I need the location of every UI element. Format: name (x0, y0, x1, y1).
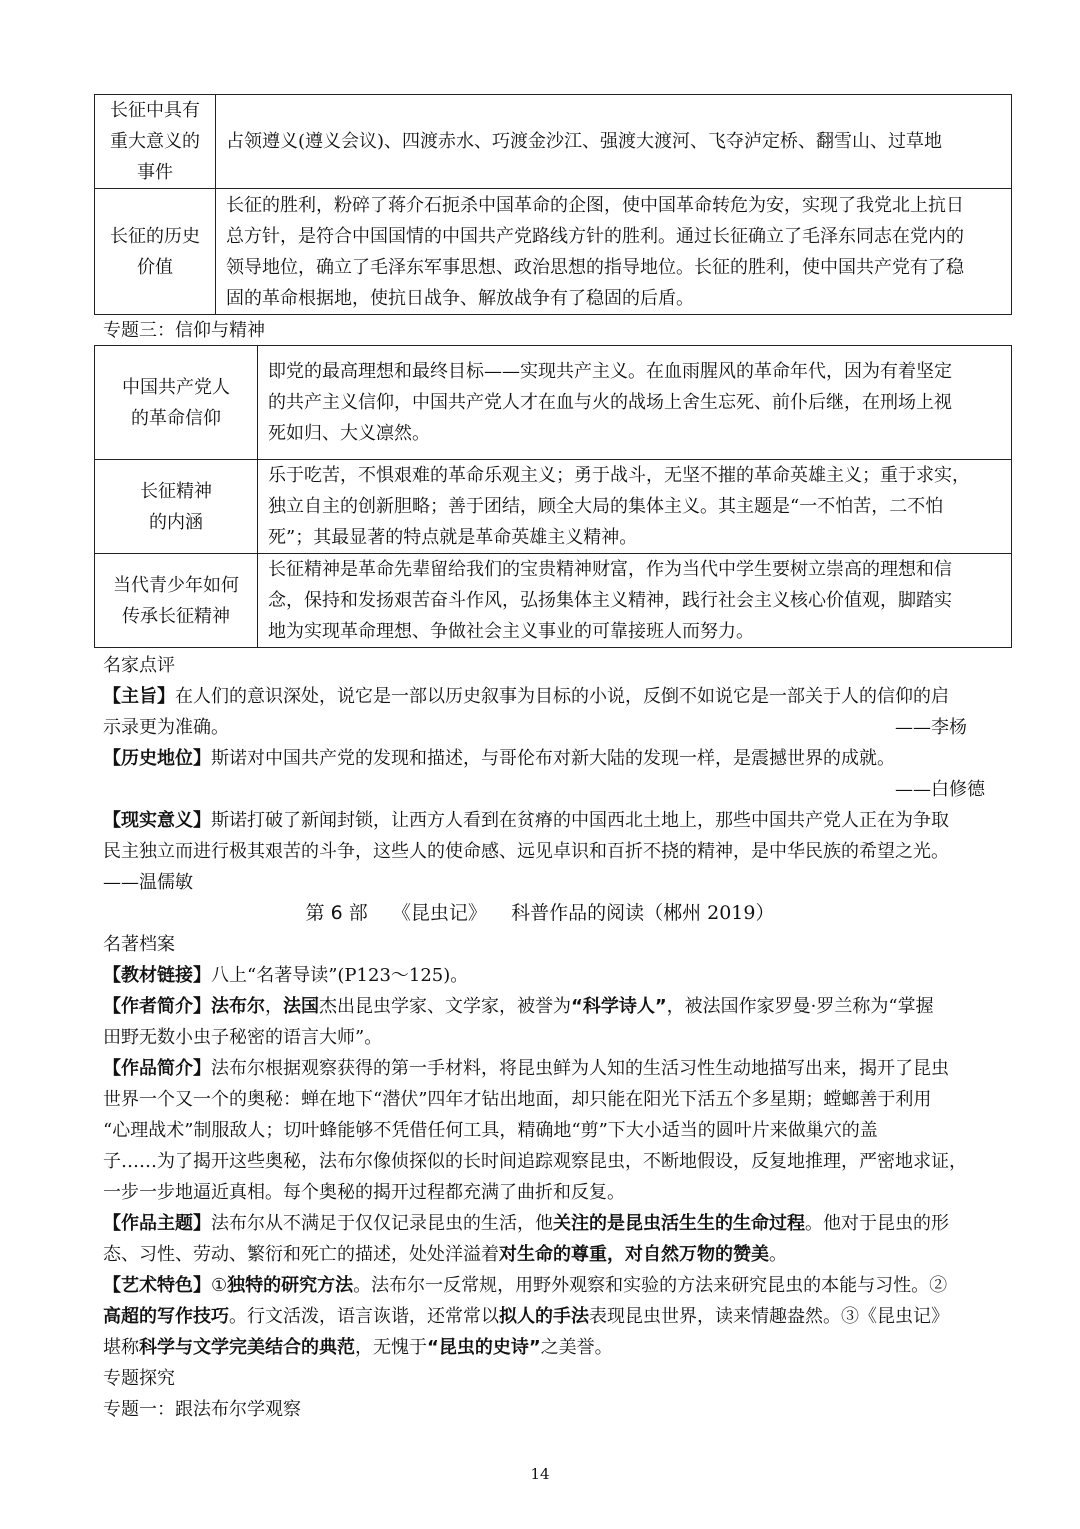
archive-zuopin-cont: 一步一步地逼近真相。每个奥秘的揭开过程都充满了曲折和反复。 (103, 1182, 625, 1203)
row-label: 长征中具有 重大意义的 事件 (95, 95, 216, 189)
archive-yishu-cont: 高超的写作技巧。行文活泼，语言诙谐，还常常以拟人的手法表现昆虫世界，读来情趣盎然。③《昆虫记》 (103, 1306, 949, 1327)
table-row (95, 95, 1012, 189)
archive-heading: 名著档案 (103, 934, 175, 955)
part-title: 第 6 部 《昆虫记》 科普作品的阅读（郴州 2019） (305, 902, 775, 924)
archive-zhuti-cont: 态、习性、劳动、繁衍和死亡的描述，处处洋溢着对生命的尊重，对自然万物的赞美。 (103, 1244, 787, 1265)
archive-yishu-cont: 堪称科学与文学完美结合的典范，无愧于“昆虫的史诗”之美誉。 (103, 1337, 613, 1358)
review-xianshi-cont: 民主独立而进行极其艰苦的斗争，这些人的使命感、远见卓识和百折不挠的精神，是中华民族的希望之光。 (103, 841, 949, 862)
faith-spirit-table (94, 345, 1012, 648)
row-content: 长征的胜利，粉碎了蒋介石扼杀中国革命的企图，使中国革命转危为安，实现了我党北上抗日 总方针，是符合中国国情的中国共产党路线方针的胜利。通过长征确立了毛泽东同志在党内的 领导地位，确立了毛泽东军事思想、政治思想的指导地位。长征的胜利，使中国共产党有了稳 固的革命根据地，使抗日战争、解放战争有了稳固的后盾。 (216, 189, 1012, 315)
row-label: 当代青少年如何 传承长征精神 (95, 554, 258, 648)
explore-heading: 专题探究 (103, 1368, 175, 1389)
table-row (95, 554, 1012, 648)
row-content: 长征精神是革命先辈留给我们的宝贵精神财富，作为当代中学生要树立崇高的理想和信 念，保持和发扬艰苦奋斗作风，弘扬集体主义精神，践行社会主义核心价值观，脚踏实 地为实现革命理想、争做社会主义事业的可靠接班人而努力。 (258, 554, 1012, 648)
table-row (95, 460, 1012, 554)
row-label: 长征精神 的内涵 (95, 460, 258, 554)
topic3-heading: 专题三：信仰与精神 (103, 320, 265, 341)
quote-source: ——李杨 (895, 717, 967, 738)
archive-zuopin-cont: “心理战术”制服敌人；切叶蜂能够不凭借任何工具，精确地“剪”下大小适当的圆叶片来做巢穴的盖 (103, 1120, 878, 1141)
archive-zuopin-cont: 子……为了揭开这些奥秘，法布尔像侦探似的长时间追踪观察昆虫，不断地假设，反复地推理，严密地求证， (103, 1151, 967, 1172)
row-content: 乐于吃苦，不惧艰难的革命乐观主义；勇于战斗，无坚不摧的革命英雄主义；重于求实， 独立自主的创新胆略；善于团结，顾全大局的集体主义。其主题是“一不怕苦，二不怕 死”；其最显著的特点就是革命英雄主义精神。 (258, 460, 1012, 554)
explore-topic1: 专题一：跟法布尔学观察 (103, 1399, 301, 1420)
page-number: 14 (530, 1465, 550, 1483)
archive-zuopin: 【作品简介】法布尔根据观察获得的第一手材料，将昆虫鲜为人知的生活习性生动地描写出来，揭开了昆虫 (103, 1058, 949, 1079)
archive-zuopin-cont: 世界一个又一个的奥秘：蝉在地下“潜伏”四年才钻出地面，却只能在阳光下活五个多星期；螳螂善于利用 (103, 1089, 932, 1110)
table-row (95, 346, 1012, 460)
row-label: 长征的历史 价值 (95, 189, 216, 315)
archive-zhuti: 【作品主题】法布尔从不满足于仅仅记录昆虫的生活，他关注的是昆虫活生生的生命过程。他对于昆虫的形 (103, 1213, 949, 1234)
archive-zuozhe: 【作者简介】法布尔，法国杰出昆虫学家、文学家，被誉为“科学诗人”，被法国作家罗曼·罗兰称为“掌握 (103, 996, 934, 1017)
quote-source: ——温儒敏 (103, 872, 193, 893)
row-content: 即党的最高理想和最终目标——实现共产主义。在血雨腥风的革命年代，因为有着坚定 的共产主义信仰，中国共产党人才在血与火的战场上舍生忘死、前仆后继，在刑场上视 死如归、大义凛然。 (258, 346, 1012, 460)
table-row (95, 189, 1012, 315)
review-lishi: 【历史地位】斯诺对中国共产党的发现和描述，与哥伦布对新大陆的发现一样，是震撼世界的成就。 (103, 748, 895, 769)
row-label: 中国共产党人 的革命信仰 (95, 346, 258, 460)
archive-zuozhe-cont: 田野无数小虫子秘密的语言大师”。 (103, 1027, 383, 1048)
row-content: 占领遵义(遵义会议)、四渡赤水、巧渡金沙江、强渡大渡河、飞夺泸定桥、翻雪山、过草地 (216, 95, 1012, 189)
quote-source: ——白修德 (895, 779, 985, 800)
archive-yishu: 【艺术特色】①独特的研究方法。法布尔一反常规，用野外观察和实验的方法来研究昆虫的本能与习性。② (103, 1275, 948, 1296)
review-xianshi: 【现实意义】斯诺打破了新闻封锁，让西方人看到在贫瘠的中国西北土地上，那些中国共产党人正在为争取 (103, 810, 949, 831)
long-march-table (94, 94, 1012, 315)
review-zhuzhi: 【主旨】在人们的意识深处，说它是一部以历史叙事为目标的小说，反倒不如说它是一部关于人的信仰的启 (103, 686, 949, 707)
archive-jiaocai: 【教材链接】八上“名著导读”(P123～125)。 (103, 965, 469, 986)
review-zhuzhi-cont: 示录更为准确。 (103, 717, 229, 738)
review-heading: 名家点评 (103, 655, 175, 676)
